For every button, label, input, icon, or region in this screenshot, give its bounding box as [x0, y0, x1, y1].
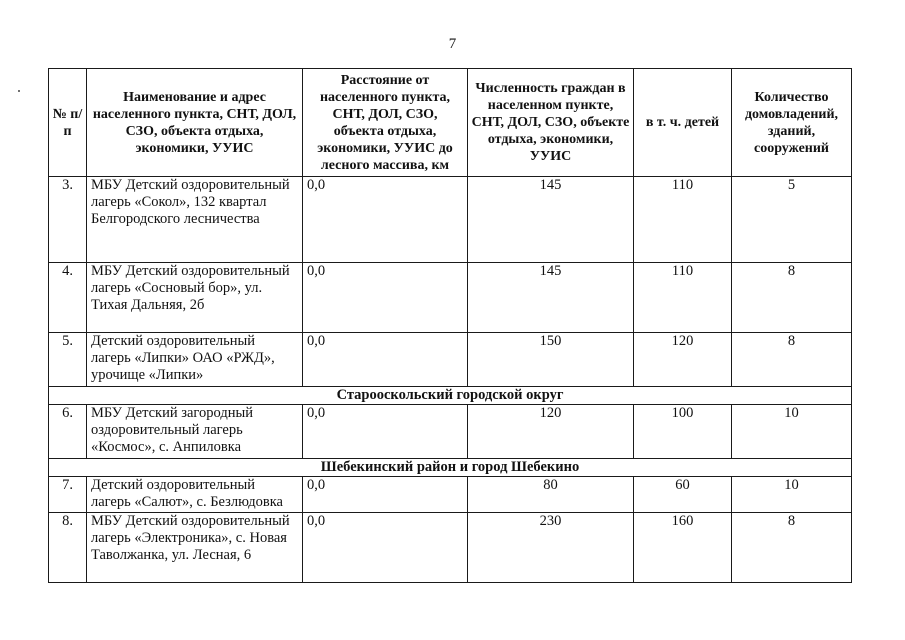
cell-num: 4.: [49, 263, 87, 333]
table-row: [49, 513, 852, 583]
section-row: [49, 459, 852, 477]
section-row: [49, 387, 852, 405]
header-num: № п/п: [49, 69, 87, 177]
table-row: [49, 263, 852, 333]
cell-distance: 0,0: [303, 333, 468, 387]
cell-distance: 0,0: [303, 405, 468, 459]
cell-name: МБУ Детский оздоровительный лагерь «Сосновый бор», ул. Тихая Дальняя, 2б: [87, 263, 303, 333]
cell-name: МБУ Детский оздоровительный лагерь «Сокол», 132 квартал Белгородского лесничества: [87, 177, 303, 263]
cell-population: 145: [468, 177, 634, 263]
camps-table: [48, 68, 852, 583]
header-distance: Расстояние от населенного пункта, СНТ, ДОЛ, СЗО, объекта отдыха, экономики, УУИС до лесного массива, км: [303, 69, 468, 177]
cell-buildings: 8: [732, 513, 852, 583]
cell-children: 110: [634, 263, 732, 333]
cell-buildings: 5: [732, 177, 852, 263]
section-title: Шебекинский район и город Шебекино: [49, 459, 852, 477]
cell-num: 7.: [49, 477, 87, 513]
header-buildings: Количество домовладений, зданий, сооружений: [732, 69, 852, 177]
cell-children: 120: [634, 333, 732, 387]
section-title: Старооскольский городской округ: [49, 387, 852, 405]
cell-buildings: 10: [732, 405, 852, 459]
cell-distance: 0,0: [303, 263, 468, 333]
cell-buildings: 8: [732, 263, 852, 333]
table-row: [49, 405, 852, 459]
header-name: Наименование и адрес населенного пункта, СНТ, ДОЛ, СЗО, объекта отдыха, экономики, УУИС: [87, 69, 303, 177]
cell-name: Детский оздоровительный лагерь «Липки» ОАО «РЖД», урочище «Липки»: [87, 333, 303, 387]
cell-name: Детский оздоровительный лагерь «Салют», с. Безлюдовка: [87, 477, 303, 513]
header-children: в т. ч. детей: [634, 69, 732, 177]
cell-population: 145: [468, 263, 634, 333]
cell-buildings: 8: [732, 333, 852, 387]
cell-children: 100: [634, 405, 732, 459]
cell-num: 3.: [49, 177, 87, 263]
header-row: [49, 69, 852, 177]
cell-children: 110: [634, 177, 732, 263]
cell-distance: 0,0: [303, 513, 468, 583]
cell-name: МБУ Детский оздоровительный лагерь «Электроника», с. Новая Таволжанка, ул. Лесная, 6: [87, 513, 303, 583]
cell-population: 230: [468, 513, 634, 583]
table-row: [49, 177, 852, 263]
cell-distance: 0,0: [303, 177, 468, 263]
cell-num: 6.: [49, 405, 87, 459]
cell-population: 150: [468, 333, 634, 387]
header-population: Численность граждан в населенном пункте, СНТ, ДОЛ, СЗО, объекте отдыха, экономики, УУИС: [468, 69, 634, 177]
scan-dot: [18, 90, 20, 92]
table-body: [49, 177, 852, 583]
cell-num: 8.: [49, 513, 87, 583]
cell-children: 60: [634, 477, 732, 513]
table-row: [49, 333, 852, 387]
cell-population: 80: [468, 477, 634, 513]
table-row: [49, 477, 852, 513]
cell-name: МБУ Детский загородный оздоровительный лагерь «Космос», с. Анпиловка: [87, 405, 303, 459]
cell-distance: 0,0: [303, 477, 468, 513]
cell-num: 5.: [49, 333, 87, 387]
cell-population: 120: [468, 405, 634, 459]
cell-buildings: 10: [732, 477, 852, 513]
page-number: 7: [448, 36, 457, 52]
table-header: [49, 69, 852, 177]
cell-children: 160: [634, 513, 732, 583]
